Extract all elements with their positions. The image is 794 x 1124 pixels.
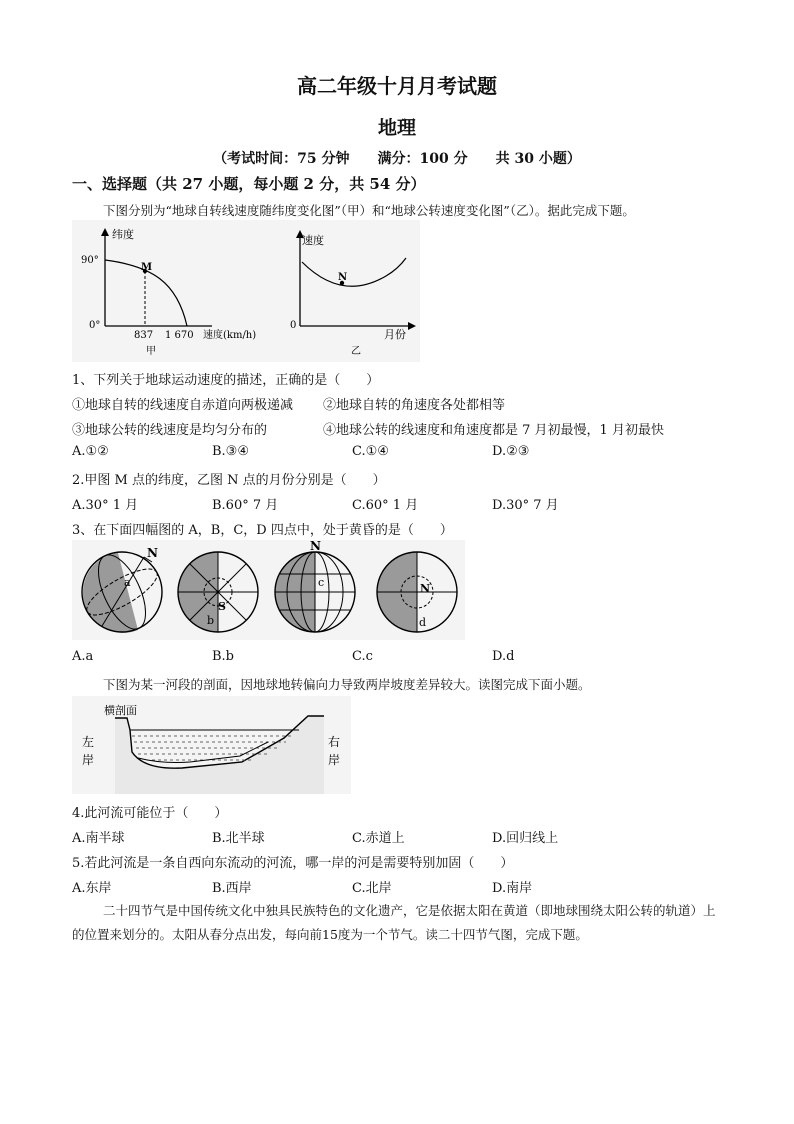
jia-x2: 1 670	[165, 330, 194, 341]
page-title: 高二年级十月月考试题	[297, 74, 497, 98]
section-title: 一、选择题（共 27 小题，每小题 2 分，共 54 分）	[72, 175, 426, 193]
section-label: 横剖面	[104, 704, 137, 717]
yi-xlabel: 月份	[384, 328, 406, 341]
yi-ylabel: 速度	[302, 234, 324, 247]
q5-option-a[interactable]: A.东岸	[72, 881, 112, 896]
q4-option-a[interactable]: A.南半球	[72, 831, 125, 846]
jia-ylabel: 纬度	[112, 228, 134, 241]
intro-text-2: 下图为某一河段的剖面，因地球地转偏向力导致两岸坡度差异较大。读图完成下面小题。	[103, 677, 591, 692]
q1-statement-3: ③地球公转的线速度是均匀分布的	[72, 423, 268, 438]
globe-d	[377, 552, 457, 632]
jia-point-label: M	[141, 262, 153, 273]
jia-y-zero: 0°	[89, 320, 101, 331]
q1-option-b[interactable]: B.③④	[212, 444, 249, 459]
globe-a-n: N	[147, 546, 158, 560]
q2-stem: 2.甲图 M 点的纬度，乙图 N 点的月份分别是（ ）	[72, 473, 386, 488]
q1-statement-1: ①地球自转的线速度自赤道向两极递减	[72, 398, 294, 413]
globe-c-label: c	[318, 576, 325, 589]
q3-option-a[interactable]: A.a	[72, 649, 94, 664]
intro-text-3: 二十四节气是中国传统文化中独具民族特色的文化遗产，它是依据太阳在黄道（即地球围绕太阳公转的轨道）上的位置来划分的。太阳从春分点出发，每向前15度为一个节气。读二十四节气图，完成下题。	[72, 903, 716, 942]
q2-option-b[interactable]: B.60° 7 月	[212, 498, 279, 513]
chart-yi	[290, 230, 416, 357]
q3-option-d[interactable]: D.d	[492, 649, 515, 664]
yi-caption: 乙	[351, 346, 361, 357]
figure-rotation-revolution	[72, 220, 420, 362]
chart-jia	[81, 227, 256, 357]
river-svg	[72, 696, 351, 794]
q1-statement-2: ②地球自转的角速度各处都相等	[323, 398, 506, 413]
intro-text-1: 下图分别为“地球自转线速度随纬度变化图”（甲）和“地球公转速度变化图”（乙）。据此完成下题。	[103, 203, 635, 218]
q1-stem: 1、下列关于地球运动速度的描述，正确的是（ ）	[72, 373, 380, 388]
globes-svg	[72, 540, 465, 640]
globe-a-label: a	[124, 576, 131, 589]
right-bank-2: 岸	[328, 753, 341, 767]
q1-option-d[interactable]: D.②③	[492, 444, 530, 459]
jia-xlabel: 速度(km/h)	[203, 330, 257, 341]
globe-d-n: N	[420, 582, 431, 595]
globe-b-label: b	[207, 614, 215, 627]
q4-option-d[interactable]: D.回归线上	[492, 831, 559, 846]
globe-d-label: d	[419, 616, 427, 629]
q5-option-d[interactable]: D.南岸	[492, 881, 533, 896]
q1-option-c[interactable]: C.①④	[352, 444, 389, 459]
revolution-speed-curve	[302, 258, 406, 286]
globe-a	[81, 546, 163, 636]
figure-four-globes	[72, 540, 465, 640]
left-bank-1: 左	[82, 735, 95, 749]
q2-option-d[interactable]: D.30° 7 月	[492, 498, 559, 513]
q2-option-a[interactable]: A.30° 1 月	[72, 498, 139, 513]
q4-option-b[interactable]: B.北半球	[212, 831, 265, 846]
q2-option-c[interactable]: C.60° 1 月	[352, 498, 419, 513]
q5-option-b[interactable]: B.西岸	[212, 881, 252, 896]
right-bank-1: 右	[328, 735, 341, 749]
yi-y-zero: 0	[290, 320, 297, 331]
exam-info: （考试时间：75 分钟 满分：100 分 共 30 小题）	[213, 151, 581, 167]
q5-option-c[interactable]: C.北岸	[352, 881, 392, 896]
figure-river-section	[72, 696, 351, 794]
q3-stem: 3、在下面四幅图的 A，B，C，D 四点中，处于黄昏的是（ ）	[72, 523, 453, 538]
subject-title: 地理	[377, 117, 416, 139]
globe-c	[275, 540, 355, 632]
jia-caption: 甲	[146, 346, 156, 357]
q3-option-b[interactable]: B.b	[212, 649, 235, 664]
figure-1-svg	[72, 220, 420, 362]
globe-b	[178, 552, 258, 632]
jia-y-top: 90°	[81, 255, 99, 266]
yi-point-label: N	[338, 272, 348, 283]
q3-option-c[interactable]: C.c	[352, 649, 373, 664]
q4-stem: 4.此河流可能位于（ ）	[72, 806, 228, 821]
q1-statement-4: ④地球公转的线速度和角速度都是 7 月初最慢，1 月初最快	[323, 423, 664, 438]
globe-c-n: N	[310, 540, 321, 553]
left-bank-2: 岸	[82, 753, 95, 767]
q4-option-c[interactable]: C.赤道上	[352, 831, 405, 846]
q1-option-a[interactable]: A.①②	[72, 444, 109, 459]
jia-x1: 837	[134, 330, 154, 341]
q5-stem: 5.若此河流是一条自西向东流动的河流，哪一岸的河是需要特别加固（ ）	[72, 856, 514, 871]
globe-b-s: S	[218, 600, 226, 613]
